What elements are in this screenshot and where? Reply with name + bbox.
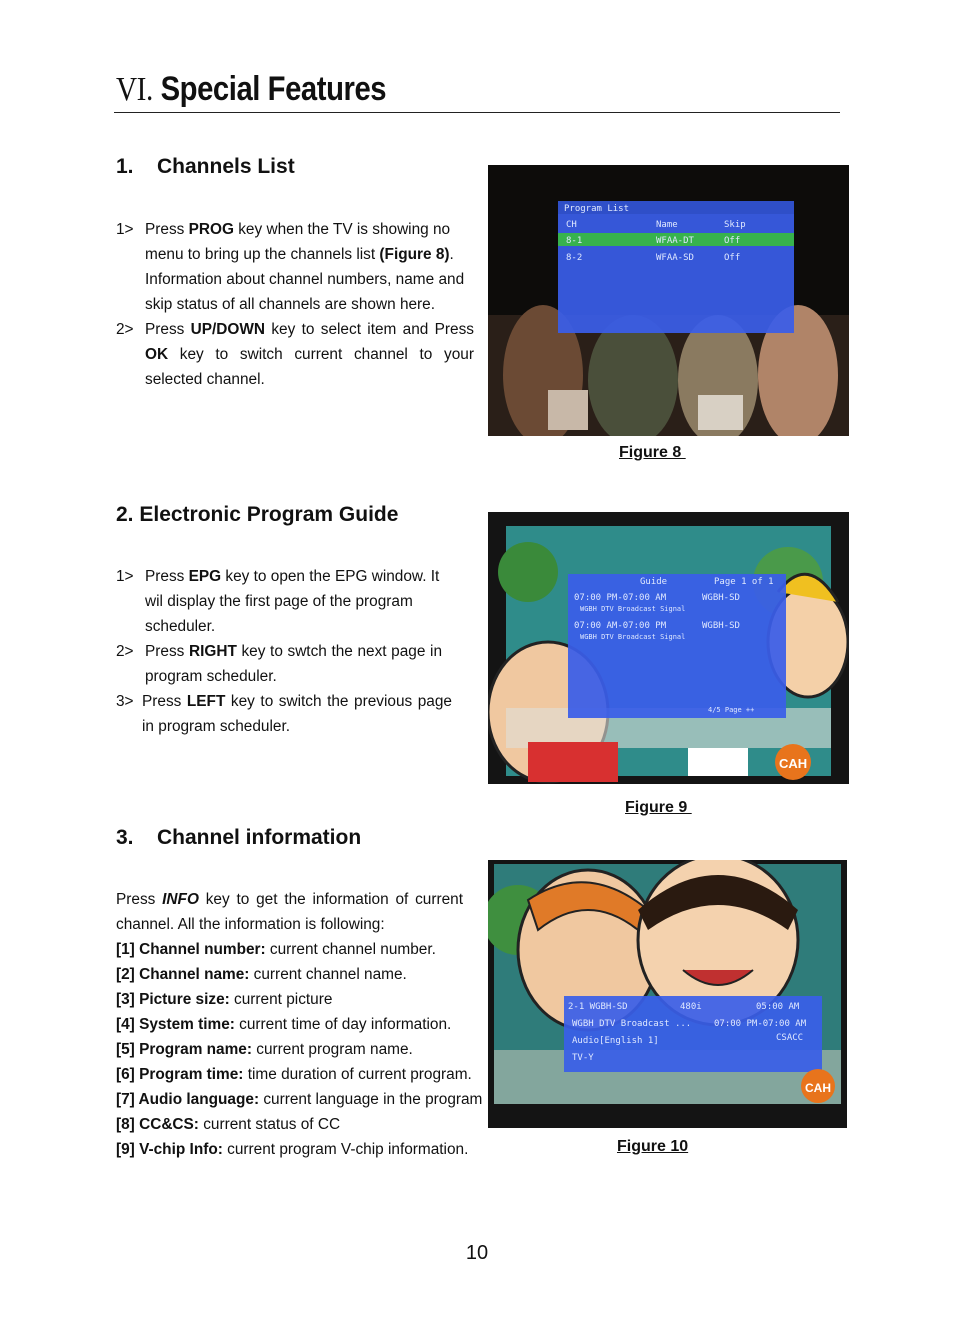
program-list-screen (488, 165, 849, 436)
channel-logo-text: CAH (805, 1081, 831, 1095)
page-title (116, 70, 386, 109)
section-channel-info-title: 3. Channel information (116, 826, 362, 849)
row1-ch: 8-1 (566, 236, 583, 246)
info-key: INFO (162, 891, 199, 908)
info-item-2: [2] Channel name: current channel name. (116, 966, 407, 983)
figure-8-caption: Figure 8 (619, 444, 686, 461)
info-vchip: TV-Y (572, 1053, 594, 1063)
entry2-channel: WGBH-SD (702, 621, 740, 631)
step-1: 1> Press PROG key when the TV is showing no menu to bring up the channels list (Figure 8). Information about channel numbers, name and skip status of all channels are shown here. (116, 221, 465, 313)
col-skip: Skip (724, 220, 746, 230)
row1-name: WFAA-DT (656, 236, 694, 246)
figure-10-caption: Figure 10 (617, 1138, 689, 1155)
entry1-desc: WGBH DTV Broadcast Signal (580, 605, 686, 613)
info-resolution: 480i (680, 1002, 702, 1012)
entry2-time: 07:00 AM-07:00 PM (574, 621, 667, 631)
channel-logo-text: CAH (779, 756, 808, 771)
epg-step-3: 3> Press LEFT key to switch the previous page in program scheduler. (116, 693, 452, 735)
channel-info-screen (488, 860, 847, 1128)
ok-key: OK (145, 346, 169, 363)
info-cc-cs: CSACC (776, 1033, 804, 1043)
guide-page: Page 1 of 1 (714, 577, 774, 587)
info-item-5: [5] Program name: current program name. (116, 1041, 413, 1058)
channel-info-list (116, 937, 516, 1162)
entry1-time: 07:00 PM-07:00 AM (574, 593, 667, 603)
prog-key: PROG (188, 221, 234, 238)
guide-footer: 4/5 Page ++ (708, 706, 755, 714)
info-item-9: [9] V-chip Info: current program V-chip information. (116, 1141, 469, 1158)
channel-info-intro: Press INFO key to get the information of current channel. All the information is following: (116, 891, 463, 933)
row2-ch: 8-2 (566, 253, 583, 263)
entry1-channel: WGBH-SD (702, 593, 740, 603)
row2-name: WFAA-SD (656, 253, 694, 263)
epg-steps (116, 564, 450, 739)
figure-9-caption: Figure 9 (625, 799, 692, 816)
up-down-key: UP/DOWN (190, 321, 266, 338)
title-divider (114, 112, 840, 113)
program-list-title: Program List (564, 204, 630, 214)
section-epg-title: 2. Electronic Program Guide (116, 503, 399, 526)
epg-step-1: 1> Press EPG key to open the EPG window. It wil display the first page of the program scheduler. (116, 568, 440, 635)
epg-screen (488, 512, 849, 784)
info-item-4: [4] System time: current time of day information. (116, 1016, 452, 1033)
info-item-7: [7] Audio language: current language in the program (116, 1091, 483, 1108)
info-program-name: WGBH DTV Broadcast ... (572, 1019, 692, 1029)
info-item-8: [8] CC&CS: current status of CC (116, 1116, 341, 1133)
right-key: RIGHT (188, 643, 237, 660)
entry2-desc: WGBH DTV Broadcast Signal (580, 633, 686, 641)
info-system-time: 05:00 AM (756, 1002, 800, 1012)
epg-key: EPG (188, 568, 222, 585)
step-2: 2> Press UP/DOWN key to select item and Press OK key to switch current channel to your selected channel. (116, 321, 474, 388)
info-item-1: [1] Channel number: current channel number. (116, 941, 436, 958)
col-name: Name (656, 220, 678, 230)
figure-9-screenshot (488, 512, 849, 784)
info-program-time: 07:00 PM-07:00 AM (714, 1019, 807, 1029)
info-item-6: [6] Program time: time duration of current program. (116, 1066, 472, 1083)
info-audio: Audio[English 1] (572, 1036, 659, 1046)
left-key: LEFT (186, 693, 226, 710)
page-title-text: Special Features (160, 70, 387, 108)
figure-8-ref: (Figure 8) (379, 246, 450, 263)
row1-skip: Off (724, 236, 741, 246)
guide-title: Guide (640, 577, 668, 587)
section-roman-numeral: VI. (116, 71, 153, 108)
page-number: 10 (465, 1242, 489, 1264)
info-item-3: [3] Picture size: current picture (116, 991, 333, 1008)
figure-8-screenshot (488, 165, 849, 436)
row2-skip: Off (724, 253, 741, 263)
epg-step-2: 2> Press RIGHT key to swtch the next page in program scheduler. (116, 643, 442, 685)
info-channel: 2-1 WGBH-SD (568, 1002, 628, 1012)
figure-10-screenshot (488, 860, 847, 1128)
section-channels-list-title: 1. Channels List (116, 155, 295, 178)
col-ch: CH (566, 220, 577, 230)
channels-list-steps (116, 217, 474, 392)
